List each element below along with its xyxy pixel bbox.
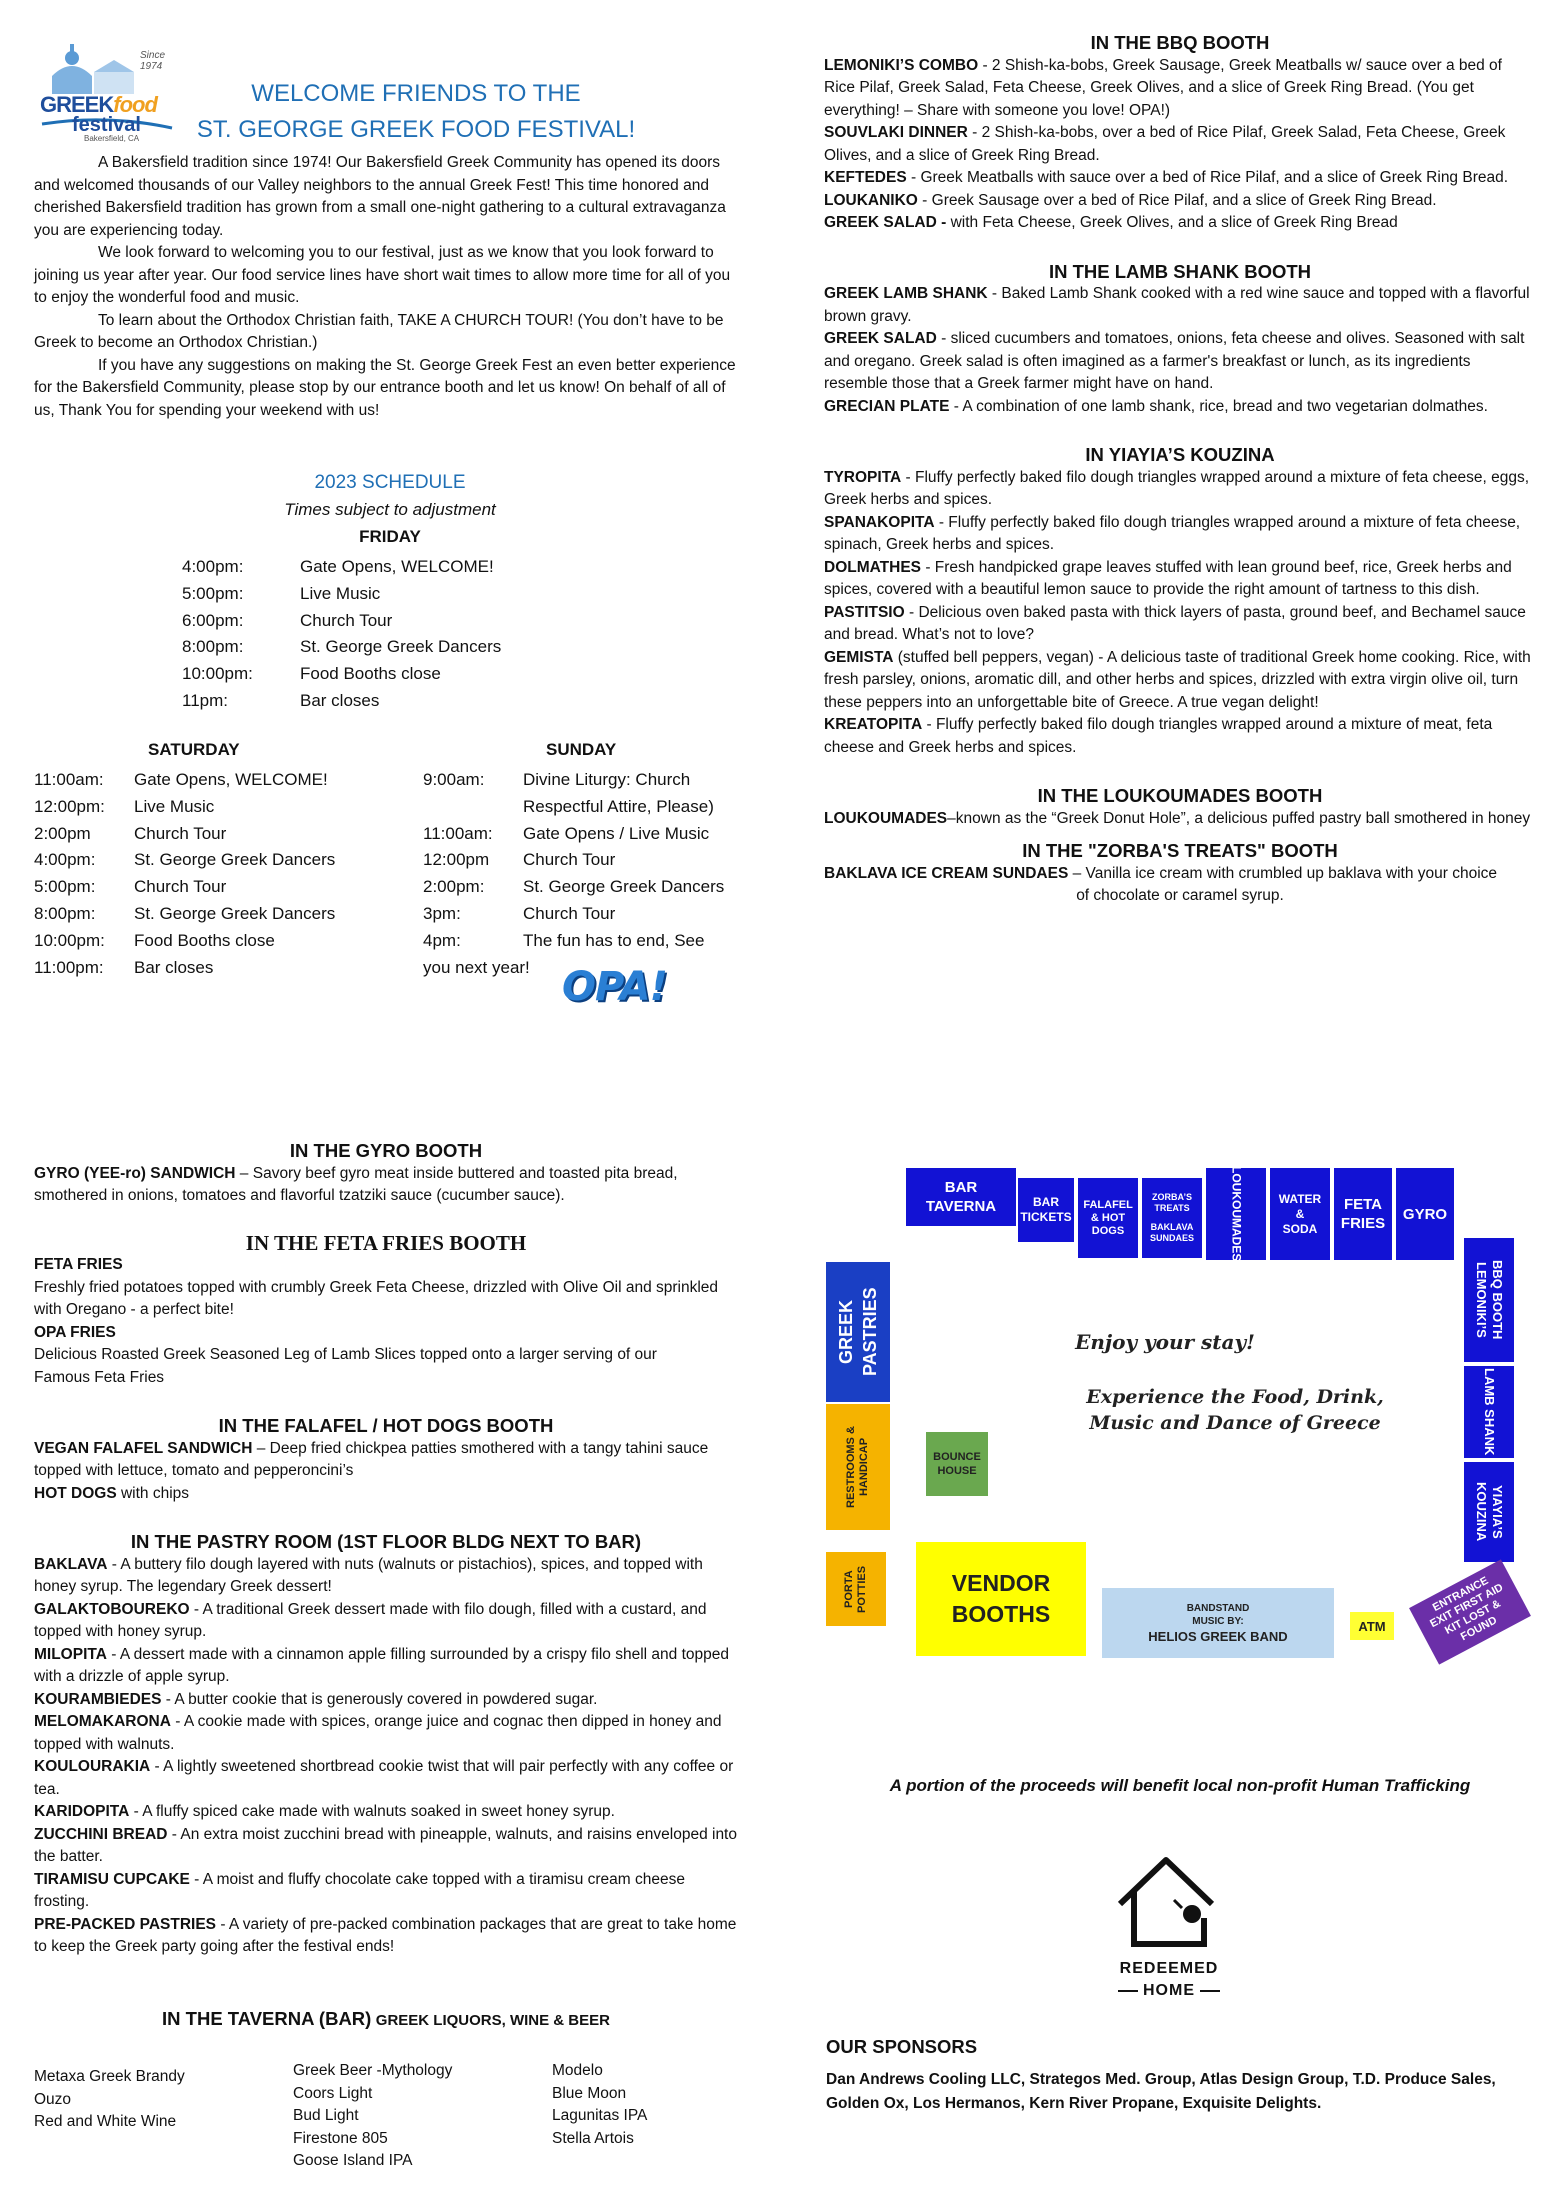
menu-item-name: BAKLAVA <box>34 1555 108 1573</box>
menu-item-name: GRECIAN PLATE <box>824 397 950 415</box>
map-greek-pastries <box>826 1262 890 1402</box>
menu-item <box>824 283 1536 328</box>
menu-item-name: GYRO (YEE-ro) SANDWICH <box>34 1164 236 1182</box>
map-enjoy-text: Enjoy your stay! <box>1075 1330 1255 1354</box>
menu-item-desc: - Delicious oven baked pasta with thick layers of pasta, ground beef, and Bechamel sauce and bread. What’s not to love? <box>824 603 1526 643</box>
drink-item: Red and White Wine <box>34 2113 177 2130</box>
menu-item-name: GREEK LAMB SHANK <box>824 285 988 302</box>
schedule-event: St. George Greek Dancers <box>523 877 725 897</box>
schedule-time: 11pm: <box>182 690 228 710</box>
schedule-time: 10:00pm: <box>34 930 105 950</box>
schedule-time: 8:00pm: <box>34 903 96 923</box>
menu-item-desc: with Feta Cheese, Greek Olives, and a slice of Greek Ring Bread <box>946 214 1398 231</box>
home-word-text: HOME <box>1143 1982 1195 1999</box>
schedule-time: 9:00am: <box>423 770 485 789</box>
schedule-event: Live Music <box>300 583 381 603</box>
redeemed-word: REDEEMED <box>1119 1960 1219 1977</box>
schedule-row <box>423 928 724 955</box>
drink-item: Lagunitas IPA <box>552 2107 648 2124</box>
schedule-event: Food Booths close <box>134 930 275 950</box>
schedule-event: St. George Greek Dancers <box>300 637 502 657</box>
menu-item-desc: - A lightly sweetened shortbread cookie twist that will pair perfectly with any coffee or tea. <box>34 1758 734 1798</box>
drink-item: Metaxa Greek Brandy <box>34 2068 185 2085</box>
schedule-time: 11:00am: <box>34 770 104 789</box>
map-falafel-hotdogs: FALAFEL & HOT DOGS <box>1078 1178 1138 1258</box>
map-gyro: GYRO <box>1396 1168 1454 1260</box>
schedule-row <box>34 847 335 874</box>
welcome-body <box>34 152 738 422</box>
menu-item <box>34 1689 738 1712</box>
menu-item-name: KARIDOPITA <box>34 1803 130 1820</box>
map-experience-text: Experience the Food, Drink, Music and Dance of Greece <box>1086 1386 1384 1434</box>
menu-item-desc: – Deep fried chickpea patties smothered with a tangy tahini sauce topped with lettuce, tomato and pepperoncini’s <box>34 1439 709 1479</box>
menu-item-desc: - A combination of one lamb shank, rice, bread and two vegetarian dolmathes. <box>949 397 1488 415</box>
feta-title: IN THE FETA FRIES BOOTH <box>245 1230 527 1255</box>
map-entrance: ENTRANCE EXIT FIRST AID KIT LOST & FOUND <box>1409 1559 1531 1664</box>
menu-item-desc: - A fluffy spiced cake made with walnuts soaked in sweet honey syrup. <box>129 1803 615 1820</box>
schedule-row <box>423 901 724 928</box>
menu-item <box>824 808 1536 831</box>
menu-item-desc: (stuffed bell peppers, vegan) - A delicious taste of traditional Greek home cooking. Rice, with fresh parsley, onions, aromatic dill, and other herbs and spices, drizzled with extra virgin olive oil, turn these peppers into an unforgettable bite of Greece. A true vegan delight! <box>824 648 1531 711</box>
schedule-time: 12:00pm <box>423 850 490 870</box>
menu-item-name: SPANAKOPITA <box>824 513 935 531</box>
welcome-paragraph: To learn about the Orthodox Christian faith, TAKE A CHURCH TOUR! (You don’t have to be Greek to become an Orthodox Christian.) <box>34 311 724 351</box>
schedule-time: 5:00pm: <box>34 877 96 897</box>
menu-item <box>824 467 1536 512</box>
proceeds-note: A portion of the proceeds will benefit local non-profit Human Trafficking <box>889 1776 1471 1795</box>
map-restrooms-label: RESTROOMS & HANDICAP <box>845 1426 870 1508</box>
schedule-row <box>423 794 724 821</box>
schedule-time: 8:00pm: <box>182 637 244 657</box>
drink-item: Greek Beer -Mythology <box>293 2062 453 2079</box>
menu-item-desc: - Fluffy perfectly baked filo dough triangles wrapped around a mixture of feta cheese, eggs, Greek herbs and spices. <box>824 468 1530 508</box>
menu-item <box>824 328 1536 396</box>
drink-item: Stella Artois <box>552 2129 634 2147</box>
menu-item <box>824 647 1536 715</box>
menu-item-desc: - Greek Sausage over a bed of Rice Pilaf, and a slice of Greek Ring Bread. <box>917 191 1437 209</box>
map-zorbas-bottom: BAKLAVA SUNDAES <box>1150 1222 1195 1243</box>
sunday-schedule <box>423 767 724 981</box>
bbq-title: IN THE BBQ BOOTH <box>1090 32 1270 53</box>
menu-item-desc: - An extra moist zucchini bread with pineapple, walnuts, and raisins enveloped into the batter. <box>34 1825 737 1865</box>
menu-item-desc: - Baked Lamb Shank cooked with a red wine sauce and topped with a flavorful brown gravy. <box>824 285 1530 325</box>
schedule-row <box>182 554 501 581</box>
menu-item-name: PASTITSIO <box>824 603 905 621</box>
schedule-row <box>34 874 335 901</box>
festival-logo <box>32 36 182 144</box>
schedule-subtitle: Times subject to adjustment <box>284 500 496 519</box>
schedule-time: 11:00pm: <box>34 957 104 977</box>
menu-item-name: ZUCCHINI BREAD <box>34 1825 168 1843</box>
menu-item-desc: – Vanilla ice cream with crumbled up baklava with your choice <box>1068 864 1498 882</box>
drink-item: Blue Moon <box>552 2084 627 2102</box>
menu-item <box>824 863 1536 886</box>
menu-item-desc: - A butter cookie that is generously covered in powdered sugar. <box>161 1690 598 1708</box>
map-yiayia-label: YIAYIA’S KOUZINA <box>1474 1482 1505 1542</box>
menu-item <box>824 212 1536 235</box>
welcome-paragraph: We look forward to welcoming you to our festival, just as we know that you look forward to joining us year after year. Our food service lines have short wait times to allow more time for all of you to enjoy the wonderful food and music. <box>34 244 731 306</box>
menu-item-name: KREATOPITA <box>824 716 923 733</box>
schedule-event: Church Tour <box>134 877 227 897</box>
schedule-time: 12:00pm: <box>34 796 105 816</box>
menu-item <box>824 55 1536 123</box>
map-feta-fries: FETA FRIES <box>1334 1168 1392 1260</box>
schedule-row <box>182 608 501 635</box>
schedule-time: 10:00pm: <box>182 664 253 684</box>
schedule-event: Divine Liturgy: Church <box>523 770 691 789</box>
menu-item-name: GREEK SALAD <box>824 330 937 347</box>
friday-schedule <box>182 554 501 715</box>
map-zorbas-treats <box>1142 1178 1202 1258</box>
schedule-row <box>34 955 335 982</box>
menu-item-desc: –known as the “Greek Donut Hole”, a delicious puffed pastry ball smothered in honey <box>947 809 1531 827</box>
home-word <box>1104 1982 1234 2000</box>
festival-map <box>820 1160 1540 1680</box>
menu-item-desc: - Greek Meatballs with sauce over a bed of Rice Pilaf, and a slice of Greek Ring Bread. <box>906 169 1509 186</box>
menu-item <box>824 512 1536 557</box>
drink-item: Ouzo <box>34 2090 72 2108</box>
menu-item-name: VEGAN FALAFEL SANDWICH <box>34 1439 253 1457</box>
map-bandstand-line-3: HELIOS GREEK BAND <box>1148 1628 1288 1644</box>
menu-item-desc: Freshly fried potatoes topped with crumbly Greek Feta Cheese, drizzled with Olive Oil and sprinkled with Oregano - a perfect bite! <box>34 1278 719 1318</box>
left-menu-bottom <box>34 1140 738 1959</box>
menu-item <box>824 190 1536 213</box>
schedule-event: Food Booths close <box>300 664 441 684</box>
schedule-last-line: you next year! <box>423 957 530 977</box>
taverna-col-2 <box>293 2060 452 2173</box>
schedule-time: 4:00pm: <box>34 850 96 870</box>
menu-item-name: TYROPITA <box>824 468 902 486</box>
map-vendor-booths: VENDOR BOOTHS <box>916 1542 1086 1656</box>
schedule-row <box>34 821 335 848</box>
menu-item-name: SOUVLAKI DINNER <box>824 124 968 141</box>
loukoumades-title: IN THE LOUKOUMADES BOOTH <box>1037 785 1323 806</box>
schedule-row <box>34 901 335 928</box>
map-water-soda: WATER & SODA <box>1270 1168 1330 1260</box>
schedule-event: Gate Opens / Live Music <box>523 823 710 843</box>
drink-item: Coors Light <box>293 2084 373 2102</box>
map-bar-tickets: BAR TICKETS <box>1018 1178 1074 1242</box>
map-bbq-booth <box>1464 1238 1514 1362</box>
menu-item-name: MILOPITA <box>34 1645 107 1663</box>
menu-item <box>34 1644 738 1689</box>
menu-item-name: HOT DOGS <box>34 1484 117 1502</box>
logo-word-greek: GREEK <box>40 92 114 117</box>
menu-item-name: LOUKOUMADES <box>824 809 948 827</box>
taverna-subtitle: GREEK LIQUORS, WINE & BEER <box>375 2012 610 2029</box>
taverna-title: IN THE TAVERNA (BAR) <box>162 2008 372 2029</box>
taverna-heading <box>34 2008 738 2030</box>
menu-item-name: LOUKANIKO <box>824 191 918 209</box>
schedule-time: 6:00pm: <box>182 610 244 630</box>
welcome-paragraph: A Bakersfield tradition since 1974! Our Bakersfield Greek Community has opened its doors and welcomed thousands of our Valley neighbors to the annual Greek Fest! This time honored and cherished Bakersfield tradition has grown from a small one-night gathering to a cultural extravaganza you are experiencing today. <box>34 154 726 239</box>
menu-item <box>824 557 1536 602</box>
schedule-time: 5:00pm: <box>182 583 244 603</box>
menu-item-desc: - sliced cucumbers and tomatoes, onions, feta cheese and olives. Seasoned with salt and oregano. Greek salad is often imagined as a farmer's breakfast or lunch, as its ingredients resemble those that a Greek farmer might have on hand. <box>824 330 1525 392</box>
schedule-row <box>423 874 724 901</box>
menu-item <box>34 1914 738 1959</box>
schedule-event: Live Music <box>134 796 215 816</box>
map-loukoumades-label: LOUKOUMADES <box>1229 1166 1244 1262</box>
schedule-row <box>34 928 335 955</box>
falafel-title: IN THE FALAFEL / HOT DOGS BOOTH <box>218 1415 554 1436</box>
menu-item-name: FETA FRIES <box>34 1256 123 1273</box>
schedule-event: Gate Opens, WELCOME! <box>134 770 328 789</box>
menu-item-desc: - Fluffy perfectly baked filo dough triangles wrapped around a mixture of meat, feta cheese and Greek herbs and spices. <box>824 716 1493 756</box>
schedule-event: Respectful Attire, Please) <box>523 796 714 816</box>
menu-item-desc: - 2 Shish-ka-bobs, over a bed of Rice Pilaf, Greek Salad, Feta Cheese, Greek Olives, and a slice of Greek Ring Bread. <box>824 124 1506 164</box>
logo-word-food: food <box>113 92 157 117</box>
schedule-time: 4pm: <box>423 930 461 950</box>
schedule-row <box>423 767 724 794</box>
drink-item: Modelo <box>552 2062 603 2079</box>
taverna-col-3 <box>552 2060 647 2150</box>
menu-item-name: MELOMAKARONA <box>34 1713 171 1730</box>
schedule-row <box>423 821 724 848</box>
menu-item-desc: - A moist and fluffy chocolate cake topped with a tiramisu cream cheese frosting. <box>34 1870 685 1910</box>
menu-item <box>824 396 1536 419</box>
menu-item-name: DOLMATHES <box>824 558 922 576</box>
menu-item <box>824 167 1536 190</box>
menu-item-name: PRE-PACKED PASTRIES <box>34 1915 217 1933</box>
schedule-row <box>34 794 335 821</box>
map-yiayia <box>1464 1462 1514 1562</box>
schedule-event: The fun has to end, See <box>523 930 705 950</box>
map-bar-taverna: BAR TAVERNA <box>906 1168 1016 1226</box>
schedule-event: Gate Opens, WELCOME! <box>300 557 494 576</box>
welcome-line-1: WELCOME FRIENDS TO THE <box>251 80 581 107</box>
welcome-heading <box>176 76 656 148</box>
schedule-row <box>182 634 501 661</box>
menu-item <box>34 1163 738 1208</box>
menu-item-desc: – Savory beef gyro meat inside buttered and toasted pita bread, smothered in onions, tomatoes and flavorful tzatziki sauce (cucumber sauce). <box>34 1164 678 1204</box>
menu-item <box>34 1483 738 1506</box>
menu-item <box>34 1438 738 1483</box>
schedule-time: 4:00pm: <box>182 557 244 576</box>
map-bandstand <box>1102 1588 1334 1658</box>
menu-item-desc: - A dessert made with a cinnamon apple filling surrounded by a crispy filo shell and topped with a drizzle of apple syrup. <box>34 1645 729 1685</box>
map-lamb-label: LAMB SHANK <box>1482 1368 1497 1456</box>
schedule-row <box>34 767 335 794</box>
gyro-title: IN THE GYRO BOOTH <box>289 1140 483 1161</box>
schedule-time: 3pm: <box>423 903 461 923</box>
schedule-time: 2:00pm <box>34 823 91 843</box>
menu-item-name: TIRAMISU CUPCAKE <box>34 1870 190 1888</box>
schedule-row <box>182 688 501 715</box>
house-icon <box>1104 1848 1234 1958</box>
schedule-event: Church Tour <box>523 850 616 870</box>
menu-item-desc: - A buttery filo dough layered with nuts (walnuts or pistachios), spices, and topped with honey syrup. The legendary Greek dessert! <box>34 1555 703 1595</box>
map-bandstand-line-2: MUSIC BY: <box>1192 1615 1244 1627</box>
menu-item-desc: - Fresh handpicked grape leaves stuffed with lean ground beef, rice, Greek herbs and spices, covered with a beautiful lemon sauce to provide the right amount of tartness to this dish. <box>824 558 1512 598</box>
map-porta-potties <box>826 1552 886 1626</box>
menu-item <box>34 1322 738 1345</box>
map-pastries-label: GREEK PASTRIES <box>836 1287 880 1377</box>
map-atm: ATM <box>1350 1612 1394 1640</box>
schedule-time <box>423 794 523 821</box>
map-porta-label: PORTA POTTIES <box>843 1565 868 1613</box>
schedule-event: Church Tour <box>523 903 616 923</box>
menu-item <box>824 602 1536 647</box>
zorba-title: IN THE "ZORBA'S TREATS" BOOTH <box>1022 840 1338 861</box>
sponsors-list: Dan Andrews Cooling LLC, Strategos Med. Group, Atlas Design Group, T.D. Produce Sales, Golden Ox, Los Hermanos, Kern River Propane, Exquisite Delights. <box>826 2071 1496 2112</box>
menu-item <box>34 1711 738 1756</box>
logo-place: Bakersfield, CA <box>84 134 140 143</box>
menu-item-name: BAKLAVA ICE CREAM SUNDAES <box>824 864 1069 882</box>
saturday-schedule <box>34 767 335 981</box>
menu-item-desc: with chips <box>116 1484 190 1502</box>
pastry-title: IN THE PASTRY ROOM (1ST FLOOR BLDG NEXT TO BAR) <box>130 1531 642 1552</box>
menu-item-name: LEMONIKI’S COMBO <box>824 56 979 74</box>
drink-item: Bud Light <box>293 2107 359 2124</box>
menu-item <box>34 1599 738 1644</box>
map-zorbas-top: ZORBA’S TREATS <box>1151 1192 1192 1213</box>
friday-label: FRIDAY <box>359 527 421 546</box>
schedule-row <box>182 581 501 608</box>
map-bandstand-line-1: BANDSTAND <box>1186 1602 1250 1614</box>
map-lamb-shank <box>1464 1366 1514 1458</box>
sponsors-title: OUR SPONSORS <box>826 2036 978 2057</box>
schedule-time: 2:00pm: <box>423 877 485 897</box>
right-menu-top <box>824 32 1536 908</box>
menu-item-name: GEMISTA <box>824 648 894 666</box>
map-loukoumades <box>1206 1168 1266 1260</box>
menu-item <box>34 1869 738 1914</box>
map-bbq-label: BBQ BOOTH LEMONIKI’S <box>1474 1260 1505 1340</box>
menu-item <box>34 1554 738 1599</box>
map-restrooms <box>826 1404 890 1530</box>
map-bounce-house: BOUNCE HOUSE <box>926 1432 988 1496</box>
schedule-event: Church Tour <box>134 823 227 843</box>
menu-item <box>824 122 1536 167</box>
logo-word-festival: festival <box>72 114 141 136</box>
drink-item: Firestone 805 <box>293 2129 388 2147</box>
menu-item <box>34 1254 738 1277</box>
schedule-row <box>423 847 724 874</box>
schedule-time: 11:00am: <box>423 823 493 843</box>
menu-item-desc: - Fluffy perfectly baked filo dough triangles wrapped around a mixture of feta cheese, spinach, Greek herbs and spices. <box>824 513 1521 553</box>
taverna-col-1 <box>34 2066 185 2134</box>
saturday-label: SATURDAY <box>148 740 240 759</box>
redeemed-home-logo <box>1104 1848 1234 2008</box>
menu-item <box>34 1801 738 1824</box>
drink-item: Goose Island IPA <box>293 2152 413 2169</box>
menu-item <box>824 714 1536 759</box>
menu-item-desc: - A variety of pre-packed combination packages that are great to take home to keep the Greek party going after the festival ends! <box>34 1915 737 1955</box>
logo-since: Since 1974 <box>140 50 166 72</box>
menu-item-name: KOURAMBIEDES <box>34 1690 162 1708</box>
menu-item-name: OPA FRIES <box>34 1323 116 1341</box>
schedule-event: Church Tour <box>300 610 393 630</box>
menu-item-desc: - 2 Shish-ka-bobs, Greek Sausage, Greek Meatballs w/ sauce over a bed of Rice Pilaf, Greek Salad, Feta Cheese, Greek Olives, and a slice of Greek Ring Bread. (You get everything! – Share with someone you love! OPA!) <box>824 56 1502 119</box>
menu-item-name: KOULOURAKIA <box>34 1758 151 1775</box>
menu-item <box>34 1756 738 1801</box>
menu-item <box>34 1824 738 1869</box>
welcome-paragraph: If you have any suggestions on making the St. George Greek Fest an even better experience for the Bakersfield Community, please stop by our entrance booth and let us know! On behalf of all of us, Thank You for spending your weekend with us! <box>34 356 736 419</box>
schedule-event: St. George Greek Dancers <box>134 850 336 870</box>
menu-item-desc: - A cookie made with spices, orange juice and cognac then dipped in honey and topped with walnuts. <box>34 1713 722 1753</box>
sunday-label: SUNDAY <box>546 740 617 759</box>
menu-item-name: GREEK SALAD - <box>824 214 947 231</box>
schedule-title: 2023 SCHEDULE <box>314 472 466 493</box>
schedule-row <box>182 661 501 688</box>
schedule-event: Bar closes <box>134 957 214 977</box>
lamb-title: IN THE LAMB SHANK BOOTH <box>1048 260 1312 282</box>
schedule-event: St. George Greek Dancers <box>134 903 336 923</box>
welcome-line-2: ST. GEORGE GREEK FOOD FESTIVAL! <box>196 116 636 143</box>
menu-item-name: GALAKTOBOUREKO <box>34 1600 190 1618</box>
menu-item-desc: Delicious Roasted Greek Seasoned Leg of Lamb Slices topped onto a larger serving of our Famous Feta Fries <box>34 1346 657 1386</box>
menu-item-desc-cont: of chocolate or caramel syrup. <box>1076 887 1284 904</box>
opa-badge: OPA! <box>562 964 667 1010</box>
schedule-event: Bar closes <box>300 690 380 710</box>
menu-item-desc: - A traditional Greek dessert made with filo dough, filled with a custard, and topped with honey syrup. <box>34 1600 707 1640</box>
menu-item-name: KEFTEDES <box>824 169 907 186</box>
yiayia-title: IN YIAYIA’S KOUZINA <box>1085 444 1275 465</box>
